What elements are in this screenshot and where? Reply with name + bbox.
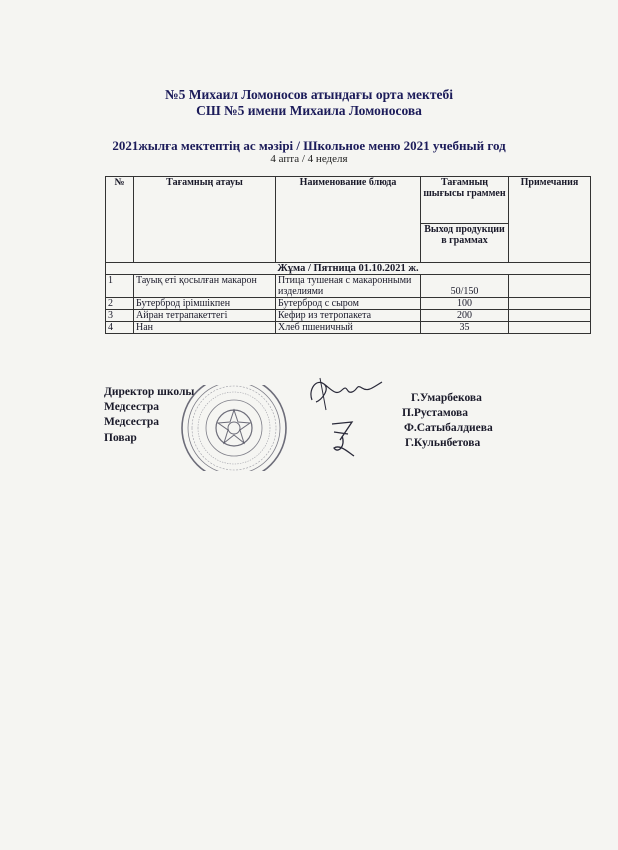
school-name-kz: №5 Михаил Ломоносов атындағы орта мектебі xyxy=(165,87,453,102)
nurse-signature xyxy=(326,418,362,460)
header-name-ru: Наименование блюда xyxy=(276,177,421,263)
row-num: 1 xyxy=(106,275,134,298)
row-output: 50/150 xyxy=(421,275,509,298)
nurse-name-1: П.Рустамова xyxy=(402,407,468,419)
header-notes: Примечания xyxy=(509,177,591,263)
header-num: № xyxy=(106,177,134,263)
row-note xyxy=(509,275,591,298)
row-name-ru: Кефир из тетропакета xyxy=(276,310,421,322)
header-name-kz: Тағамның атауы xyxy=(134,177,276,263)
row-output: 100 xyxy=(421,298,509,310)
nurse-name-2: Ф.Сатыбалдиева xyxy=(404,422,493,434)
row-num: 2 xyxy=(106,298,134,310)
cook-name: Г.Кульнбетова xyxy=(405,437,481,449)
row-note xyxy=(509,298,591,310)
row-name-ru: Бутерброд с сыром xyxy=(276,298,421,310)
school-name-ru: СШ №5 имени Михаила Ломоносова xyxy=(196,103,422,118)
row-name-ru: Птица тушеная с макаронными изделиями xyxy=(276,275,421,298)
row-output: 200 xyxy=(421,310,509,322)
director-label: Директор школы xyxy=(104,386,195,398)
nurse-label-2: Медсестра xyxy=(104,416,160,428)
row-note xyxy=(509,322,591,334)
row-name-kz: Айран тетрапакеттегі xyxy=(134,310,276,322)
row-output: 35 xyxy=(421,322,509,334)
table-row xyxy=(106,298,591,310)
table-row xyxy=(106,322,591,334)
day-label: Жұма / Пятница 01.10.2021 ж. xyxy=(106,263,591,275)
school-stamp xyxy=(178,385,290,471)
row-num: 3 xyxy=(106,310,134,322)
row-name-kz: Тауық еті қосылған макарон xyxy=(134,275,276,298)
table-row xyxy=(106,275,591,298)
director-name: Г.Умарбекова xyxy=(411,392,482,404)
row-name-kz: Бутерброд ірімшікпен xyxy=(134,298,276,310)
header-output-kz: Тағамның шығысы граммен xyxy=(421,177,509,224)
table-row xyxy=(106,310,591,322)
row-num: 4 xyxy=(106,322,134,334)
row-name-ru: Хлеб пшеничный xyxy=(276,322,421,334)
menu-title: 2021жылға мектептің ас мәзірі / Школьное меню 2021 учебный год xyxy=(112,138,506,153)
header-output-ru: Выход продукции в граммах xyxy=(421,224,509,263)
row-note xyxy=(509,310,591,322)
director-signature xyxy=(302,370,390,420)
week-label: 4 апта / 4 неделя xyxy=(270,153,348,165)
nurse-label-1: Медсестра xyxy=(104,401,160,413)
cook-label: Повар xyxy=(104,432,137,444)
row-name-kz: Нан xyxy=(134,322,276,334)
menu-table xyxy=(105,176,591,334)
